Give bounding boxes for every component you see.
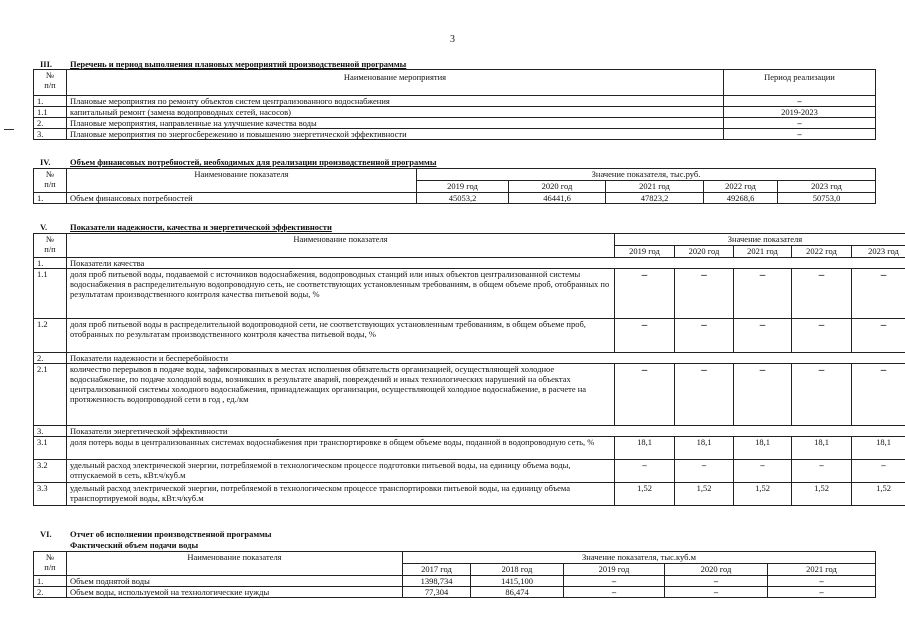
cell-value: – <box>615 269 675 319</box>
group-title: Показатели энергетической эффективности <box>67 426 905 437</box>
cell-value: 1,52 <box>792 483 852 506</box>
col-header-num: № п/п <box>34 169 67 193</box>
section-5-number: V. <box>40 222 48 232</box>
cell-value: – <box>852 364 905 426</box>
col-header-value: Значение показателя, тыс.руб. <box>417 169 876 181</box>
col-header-value: Значение показателя, тыс.куб.м <box>403 552 876 564</box>
cell-value: – <box>564 576 665 587</box>
cell-value: 46441,6 <box>509 193 606 204</box>
row-indicator: Объем поднятой воды <box>67 576 403 587</box>
cell-value: – <box>792 319 852 353</box>
row-indicator: Объем воды, используемой на технологические нужды <box>67 587 403 598</box>
row-num: 2. <box>34 118 67 129</box>
row-num: 1.2 <box>34 319 67 353</box>
col-header-period: Период реализации <box>724 70 876 96</box>
cell-value: 1,52 <box>734 483 792 506</box>
cell-value: 86,474 <box>471 587 564 598</box>
cell-value: 18,1 <box>792 437 852 460</box>
col-header-value: Значение показателя <box>615 234 905 246</box>
section-6-title: Отчет об исполнении производственной программы <box>70 529 272 539</box>
row-indicator: удельный расход электрической энергии, потребляемой в технологическом процессе транспортировки питьевой воды, на единицу объема транспортируемой воды, кВт.ч/куб.м <box>67 483 615 506</box>
col-header-year: 2022 год <box>792 246 852 258</box>
cell-value: – <box>852 269 905 319</box>
cell-value: 1415,100 <box>471 576 564 587</box>
col-header-year: 2022 год <box>704 181 778 193</box>
cell-value: – <box>615 319 675 353</box>
col-header-activity: Наименование мероприятия <box>67 70 724 96</box>
cell-value: 1398,734 <box>403 576 471 587</box>
row-period: – <box>724 118 876 129</box>
cell-value: – <box>675 269 734 319</box>
cell-value: 77,304 <box>403 587 471 598</box>
col-header-year: 2019 год <box>417 181 509 193</box>
col-header-year: 2023 год <box>852 246 905 258</box>
group-title: Показатели качества <box>67 258 905 269</box>
cell-value: – <box>675 460 734 483</box>
col-header-num: № п/п <box>34 234 67 258</box>
row-activity: Плановые мероприятия по ремонту объектов систем централизованного водоснабжения <box>67 96 724 107</box>
col-header-year: 2020 год <box>665 564 768 576</box>
cell-value: – <box>615 460 675 483</box>
col-header-year: 2021 год <box>768 564 876 576</box>
cell-value: – <box>734 460 792 483</box>
row-num: 3. <box>34 129 67 140</box>
margin-mark <box>4 129 14 130</box>
cell-value: – <box>852 319 905 353</box>
row-activity: Плановые мероприятия по энергосбережению и повышению энергетической эффективности <box>67 129 724 140</box>
page-number: 3 <box>450 34 455 45</box>
cell-value: – <box>734 319 792 353</box>
cell-value: – <box>792 269 852 319</box>
table-reliability-indicators <box>33 233 905 506</box>
cell-value: 18,1 <box>615 437 675 460</box>
col-header-year: 2020 год <box>509 181 606 193</box>
row-indicator: удельный расход электрической энергии, потребляемой в технологическом процессе подготовки питьевой воды, на единицу объема воды, отпускаемой в сеть, кВт.ч/куб.м <box>67 460 615 483</box>
col-header-year: 2018 год <box>471 564 564 576</box>
table-water-supply-report <box>33 551 876 598</box>
cell-value: 1,52 <box>615 483 675 506</box>
col-header-year: 2017 год <box>403 564 471 576</box>
row-indicator: количество перерывов в подаче воды, зафиксированных в местах исполнения обязательств организацией, осуществляющей холодное водоснабжение, по подаче холодной воды, возникших в результате аварий, повреждений и иных технологических нарушений на объектах централизованной системы холодного водоснабжения, принадлежащих организации, осуществляющей холодное водоснабжение, в расчете на протяженность водопроводной сети в год , ед./км <box>67 364 615 426</box>
row-indicator: доля проб питьевой воды в распределительной водопроводной сети, не соответствующих установленным требованиям, в общем объеме проб, отобранных по результатам производственного контроля качества питьевой воды, % <box>67 319 615 353</box>
group-num: 1. <box>34 258 67 269</box>
section-3-title: Перечень и период выполнения плановых мероприятий производственной программы <box>70 59 407 69</box>
row-indicator: доля потерь воды в централизованных системах водоснабжения при транспортировке в общем объеме воды, поданной в водопроводную сеть, % <box>67 437 615 460</box>
cell-value: – <box>734 364 792 426</box>
table-financial-needs <box>33 168 876 204</box>
cell-value: 1,52 <box>852 483 905 506</box>
row-num: 1. <box>34 576 67 587</box>
cell-value: 45053,2 <box>417 193 509 204</box>
col-header-year: 2019 год <box>564 564 665 576</box>
col-header-year: 2020 год <box>675 246 734 258</box>
row-activity: капитальный ремонт (замена водопроводных сетей, насосов) <box>67 107 724 118</box>
cell-value: – <box>564 587 665 598</box>
col-header-year: 2021 год <box>734 246 792 258</box>
cell-value: – <box>768 587 876 598</box>
section-4-number: IV. <box>40 157 51 167</box>
col-header-year: 2023 год <box>778 181 876 193</box>
row-num: 3.1 <box>34 437 67 460</box>
row-indicator: доля проб питьевой воды, подаваемой с источников водоснабжения, водопроводных станций или иных объектов централизованной системы водоснабжения в распределительную водопроводную сеть, не соответствующих установленным требованиям, в общем объеме проб, отобранных по результатам производственного контроля качества питьевой воды, % <box>67 269 615 319</box>
section-5-heading <box>40 222 332 232</box>
cell-value: 18,1 <box>675 437 734 460</box>
row-activity: Плановые мероприятия, направленные на улучшение качества воды <box>67 118 724 129</box>
cell-value: 50753,0 <box>778 193 876 204</box>
section-3-number: III. <box>40 59 53 69</box>
row-period: 2019-2023 <box>724 107 876 118</box>
cell-value: 18,1 <box>734 437 792 460</box>
row-period: – <box>724 96 876 107</box>
cell-value: 1,52 <box>675 483 734 506</box>
cell-value: – <box>852 460 905 483</box>
row-num: 2. <box>34 587 67 598</box>
section-6-number: VI. <box>40 529 52 539</box>
cell-value: 49268,6 <box>704 193 778 204</box>
col-header-year: 2019 год <box>615 246 675 258</box>
col-header-indicator: Наименование показателя <box>67 169 417 193</box>
section-6-heading <box>40 529 272 539</box>
section-5-title: Показатели надежности, качества и энергетической эффективности <box>70 222 332 232</box>
col-header-year: 2021 год <box>606 181 704 193</box>
cell-value: – <box>768 576 876 587</box>
cell-value: 18,1 <box>852 437 905 460</box>
row-num: 2.1 <box>34 364 67 426</box>
col-header-indicator: Наименование показателя <box>67 552 403 576</box>
cell-value: – <box>665 587 768 598</box>
col-header-num: № п/п <box>34 70 67 96</box>
section-4-heading <box>40 157 436 167</box>
row-num: 3.3 <box>34 483 67 506</box>
row-period: – <box>724 129 876 140</box>
row-num: 1.1 <box>34 269 67 319</box>
section-6-subtitle: Фактический объем подачи воды <box>70 540 199 550</box>
cell-value: – <box>792 460 852 483</box>
section-4-title: Объем финансовых потребностей, необходимых для реализации производственной программы <box>70 157 437 167</box>
row-num: 3.2 <box>34 460 67 483</box>
col-header-indicator: Наименование показателя <box>67 234 615 258</box>
row-num: 1.1 <box>34 107 67 118</box>
cell-value: 47823,2 <box>606 193 704 204</box>
row-indicator: Объем финансовых потребностей <box>67 193 417 204</box>
cell-value: – <box>675 319 734 353</box>
cell-value: – <box>615 364 675 426</box>
section-3-heading <box>40 59 406 69</box>
cell-value: – <box>734 269 792 319</box>
col-header-num: № п/п <box>34 552 67 576</box>
cell-value: – <box>675 364 734 426</box>
group-num: 3. <box>34 426 67 437</box>
row-num: 1. <box>34 96 67 107</box>
cell-value: – <box>792 364 852 426</box>
group-title: Показатели надежности и бесперебойности <box>67 353 905 364</box>
row-num: 1. <box>34 193 67 204</box>
table-planned-activities <box>33 69 876 140</box>
cell-value: – <box>665 576 768 587</box>
group-num: 2. <box>34 353 67 364</box>
